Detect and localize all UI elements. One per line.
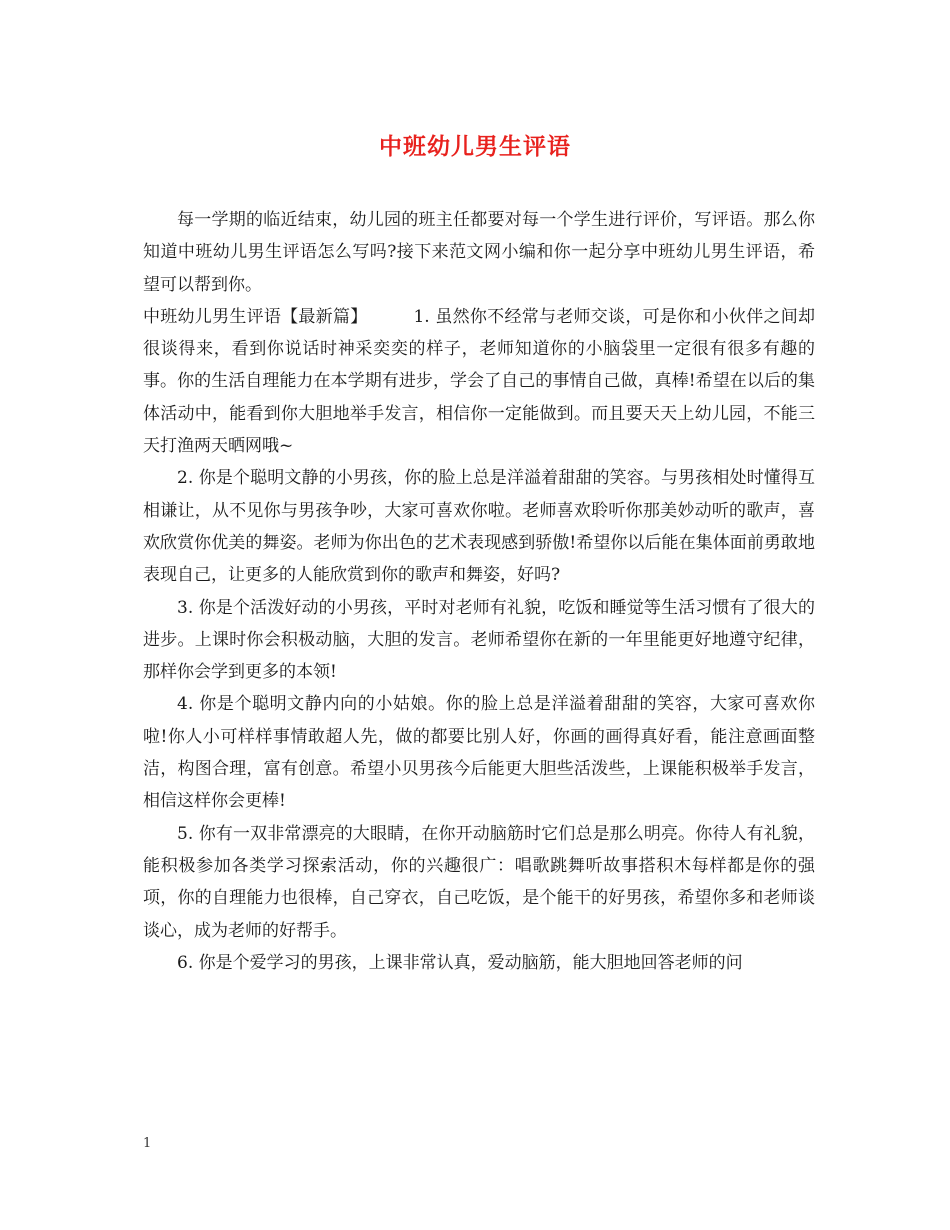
intro-paragraph: 每一学期的临近结束，幼儿园的班主任都要对每一个学生进行评价，写评语。那么你知道中班幼儿男生评语怎么写吗?接下来范文网小编和你一起分享中班幼儿男生评语，希望可以帮到你。 bbox=[143, 210, 815, 295]
document-title: 中班幼儿男生评语 bbox=[379, 133, 571, 160]
item-1-text: 1. 虽然你不经常与老师交谈，可是你和小伙伴之间却很谈得来，看到你说话时神采奕奕的样子，老师知道你的小脑袋里一定很有很多有趣的事。你的生活自理能力在本学期有进步，学会了自己的事情自己做，真棒!希望在以后的集体活动中，能看到你大胆地举手发言，相信你一定能做到。而且要天天上幼儿园，不能三天打渔两天晒网哦~ bbox=[143, 306, 815, 457]
item-6-paragraph: 6. 你是个爱学习的男孩，上课非常认真，爱动脑筋，能大胆地回答老师的问 bbox=[177, 952, 743, 973]
item-1-paragraph bbox=[143, 301, 815, 462]
page-number: 1 bbox=[143, 1136, 152, 1151]
item-4-paragraph: 4. 你是个聪明文静内向的小姑娘。你的脸上总是洋溢着甜甜的笑容，大家可喜欢你啦!你人小可样样事情敢超人先，做的都要比别人好，你画的画得真好看，能注意画面整洁，构图合理，富有创意。希望小贝男孩今后能更大胆些活泼些，上课能积极举手发言，相信这样你会更棒! bbox=[143, 694, 815, 812]
document-body bbox=[143, 204, 815, 979]
item-2-paragraph: 2. 你是个聪明文静的小男孩，你的脸上总是洋溢着甜甜的笑容。与男孩相处时懂得互相谦让，从不见你与男孩争吵，大家可喜欢你啦。老师喜欢聆听你那美妙动听的歌声，喜欢欣赏你优美的舞姿。老师为你出色的艺术表现感到骄傲!希望你以后能在集体面前勇敢地表现自己，让更多的人能欣赏到你的歌声和舞姿，好吗? bbox=[143, 468, 815, 586]
section-heading: 中班幼儿男生评语【最新篇】 bbox=[143, 306, 368, 327]
item-5-paragraph: 5. 你有一双非常漂亮的大眼睛，在你开动脑筋时它们总是那么明亮。你待人有礼貌，能积极参加各类学习探索活动，你的兴趣很广：唱歌跳舞听故事搭积木每样都是你的强项，你的自理能力也很棒，自己穿衣，自己吃饭，是个能干的好男孩，希望你多和老师谈谈心，成为老师的好帮手。 bbox=[143, 823, 815, 941]
item-3-paragraph: 3. 你是个活泼好动的小男孩，平时对老师有礼貌，吃饭和睡觉等生活习惯有了很大的进步。上课时你会积极动脑，大胆的发言。老师希望你在新的一年里能更好地遵守纪律，那样你会学到更多的本领! bbox=[143, 597, 815, 683]
